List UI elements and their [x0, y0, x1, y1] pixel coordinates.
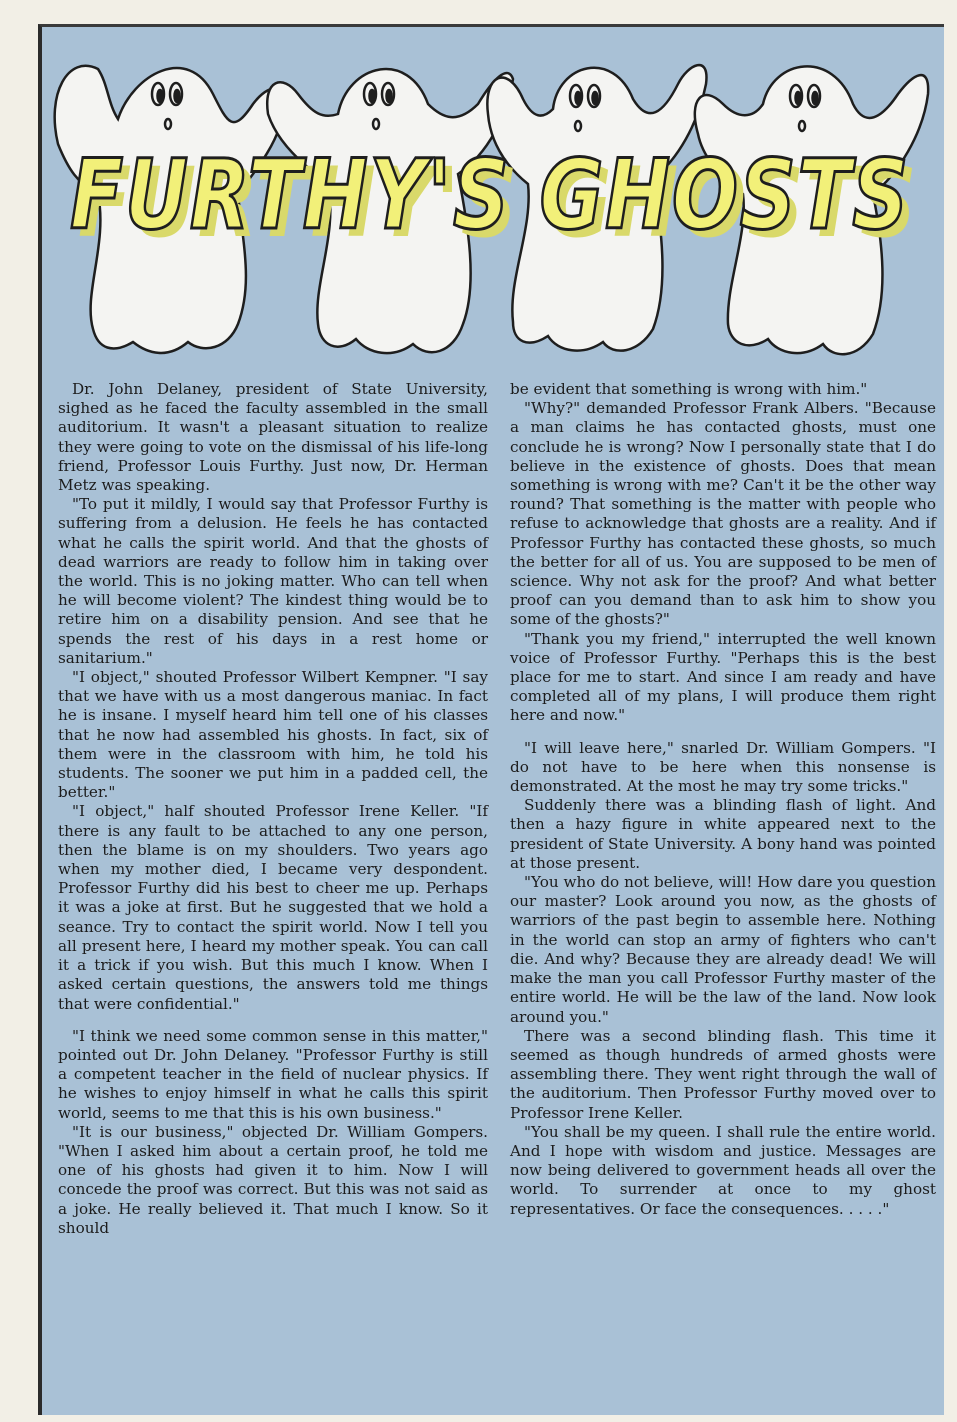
paragraph: There was a second blinding flash. This time it seemed as though hundreds of armed ghosts were assembling there. They went right through the wall of the auditorium. Then Professor Furthy moved over to Professor Irene Keller. [510, 1026, 936, 1122]
paragraph: "It is our business," objected Dr. William Gompers. "When I asked him about a certain proof, he told me one of his ghosts had given it to him. Now I will concede the proof was correct. But this was not said as a joke. He really believed it. That much I know. So it should [58, 1122, 488, 1237]
paragraph: Suddenly there was a blinding flash of light. And then a hazy figure in white appeared next to the president of State University. A bony hand was pointed at those present. [510, 796, 936, 872]
paragraph: "Thank you my friend," interrupted the well known voice of Professor Furthy. "Perhaps this is the best place for me to start. And since I am ready and have completed all of my plans, I will produce them right here and now." [510, 629, 936, 725]
left-text-column [58, 380, 488, 1390]
paragraph: "To put it mildly, I would say that Professor Furthy is suffering from a delusion. He feels he has contacted what he calls the spirit world. And that the ghosts of dead warriors are ready to follow him in taking over the world. This is no joking matter. Who can tell when he will become violent? The kindest thing would be to retire him on a disability pension. And see that he spends the rest of his days in a rest home or sanitarium." [58, 495, 488, 667]
paragraph: "I think we need some common sense in this matter," pointed out Dr. John Delaney. "Professor Furthy is still a competent teacher in the field of nuclear physics. If he wishes to enjoy himself in what he calls this spirit world, seems to me that this is his own business." [58, 1026, 488, 1122]
paragraph: "Why?" demanded Professor Frank Albers. "Because a man claims he has contacted ghosts, must one conclude he is wrong? Now I personally state that I do believe in the existence of ghosts. Does that mean something is wrong with me? Can't it be the other way round? That something is the matter with people who refuse to acknowledge that ghosts are a reality. And if Professor Furthy has contacted these ghosts, so much the better for all of us. You are supposed to be men of science. Why not ask for the proof? And what better proof can you demand than to ask him to show you some of the ghosts?" [510, 399, 936, 629]
title-banner [38, 24, 940, 384]
paragraph: "You shall be my queen. I shall rule the entire world. And I hope with wisdom and justice. Messages are now being delivered to government heads all over the world. To surrender at once to my ghost representatives. Or face the consequences. . . . ." [510, 1122, 936, 1218]
paragraph: Dr. John Delaney, president of State University, sighed as he faced the faculty assembled in the small auditorium. It wasn't a pleasant situation to realize they were going to vote on the dismissal of his life-long friend, Professor Louis Furthy. Just now, Dr. Herman Metz was speaking. [58, 380, 488, 495]
paragraph: "I object," shouted Professor Wilbert Kempner. "I say that we have with us a most dangerous maniac. In fact he is insane. I myself heard him tell one of his classes that he now had assembled his ghosts. In fact, six of them were in the classroom with him, he told his students. The sooner we put him in a padded cell, the better." [58, 668, 488, 802]
paragraph: "You who do not believe, will! How dare you question our master? Look around you now, as the ghosts of warriors of the past begin to assemble here. Nothing in the world can stop an army of fighters who can't die. And why? Because they are already dead! We will make the man you call Professor Furthy master of the entire world. He will be the law of the land. Now look around you." [510, 873, 936, 1026]
paragraph: be evident that something is wrong with him." [510, 380, 868, 398]
right-text-column [510, 380, 936, 1390]
paragraph: "I will leave here," snarled Dr. William Gompers. "I do not have to be here when this nonsense is demonstrated. At the most he may try some tricks." [510, 738, 936, 796]
story-title-shadow: FURTHY'S GHOSTS [78, 147, 918, 259]
paragraph: "I object," half shouted Professor Irene Keller. "If there is any fault to be attached to any one person, then the blame is on my shoulders. Two years ago when my mother died, I became very despondent. Professor Furthy did his best to cheer me up. Perhaps it was a joke at first. But he suggested that we hold a seance. Try to contact the spirit world. Now I tell you all present here, I heard my mother speak. You can call it a trick if you wish. But this much I know. When I asked certain questions, the answers told me things that were confidential." [58, 802, 488, 1013]
story-title: FURTHY'S GHOSTS [70, 139, 910, 251]
ghosts-illustration [38, 24, 940, 384]
